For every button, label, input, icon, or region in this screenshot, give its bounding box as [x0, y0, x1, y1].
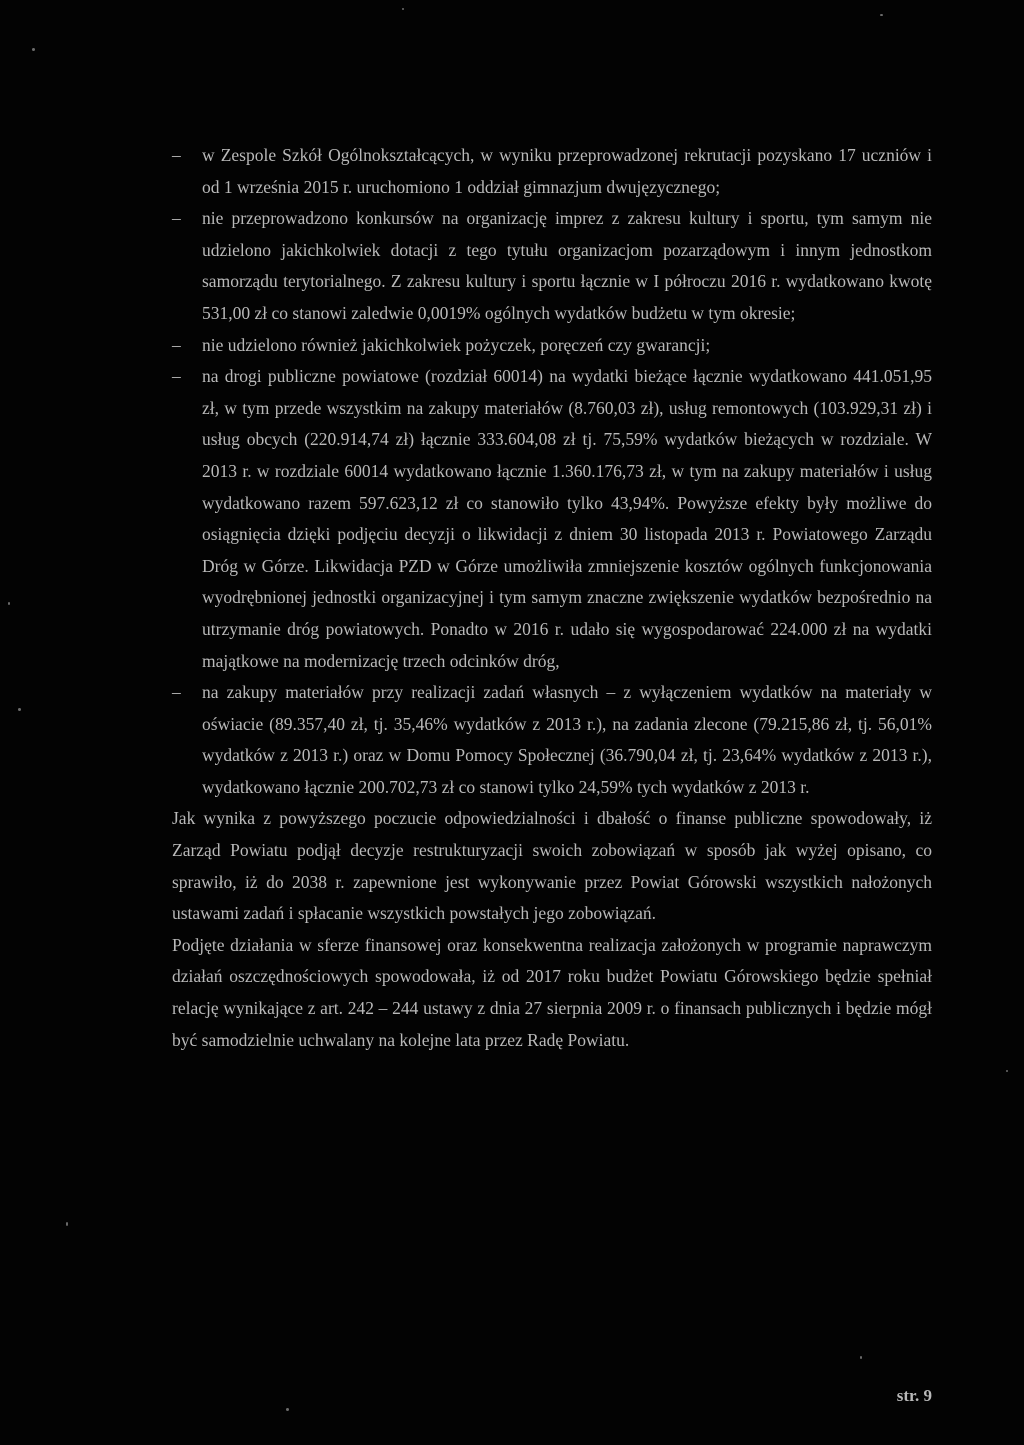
list-item-text: nie przeprowadzono konkursów na organizację imprez z zakresu kultury i sportu, tym samym nie udzielono jakichkolwiek dotacji z tego tytułu organizacjom pozarządowym i innym jednostkom samorządu terytorialnego. Z zakresu kultury i sportu łącznie w I półroczu 2016 r. wydatkowano kwotę 531,00 zł co stanowi zaledwie 0,0019% ogólnych wydatków budżetu w tym okresie; — [202, 208, 932, 323]
list-item — [172, 203, 932, 329]
bullet-dash: – — [172, 334, 181, 355]
bullet-dash: – — [172, 366, 181, 387]
list-item — [172, 330, 932, 362]
scan-speck — [18, 708, 21, 711]
scan-speck — [1006, 1070, 1008, 1072]
paragraph: Podjęte działania w sferze finansowej oraz konsekwentna realizacja założonych w programie naprawczym działań oszczędnościowych spowodowała, iż od 2017 roku budżet Powiatu Górowskiego będzie spełniał relację wynikające z art. 242 – 244 ustawy z dnia 27 sierpnia 2009 r. o finansach publicznych i będzie mógł być samodzielnie uchwalany na kolejne lata przez Radę Powiatu. — [172, 934, 932, 1050]
bullet-dash: – — [172, 208, 181, 229]
bullet-dash: – — [172, 145, 181, 165]
list-item-text: w Zespole Szkół Ogólnokształcących, w wyniku przeprowadzonej rekrutacji pozyskano 17 uczniów i od 1 września 2015 r. uruchomiono 1 oddział gimnazjum dwujęzycznego; — [202, 145, 932, 197]
bullet-dash: – — [172, 682, 181, 703]
scan-speck — [8, 602, 10, 605]
scan-speck — [286, 1408, 289, 1411]
scan-speck — [32, 48, 35, 51]
list-item-text: na zakupy materiałów przy realizacji zadań własnych – z wyłączeniem wydatków na materiały w oświacie (89.357,40 zł, tj. 35,46% wydatków z 2013 r.), na zadania zlecone (79.215,86 zł, tj. 56,01% wydatków z 2013 r.) oraz w Domu Pomocy Społecznej (36.790,04 zł, tj. 23,64% wydatków z 2013 r.), wydatkowano łącznie 200.702,73 zł co stanowi tylko 24,59% tych wydatków z 2013 r. — [202, 682, 932, 797]
scan-speck — [860, 1356, 862, 1359]
list-item — [172, 140, 932, 203]
list-item — [172, 677, 932, 803]
document-body — [172, 140, 932, 1056]
paragraph: Jak wynika z powyższego poczucie odpowiedzialności i dbałość o finanse publiczne spowodowały, iż Zarząd Powiatu podjął decyzje restrukturyzacji swoich zobowiązań w sposób jak wyżej opisano, co sprawiło, iż do 2038 r. zapewnione jest wykonywanie przez Powiat Górowski wszystkich nałożonych ustawami zadań i spłacanie wszystkich powstałych jego zobowiązań. — [172, 808, 932, 924]
scan-speck — [880, 14, 883, 16]
scan-speck — [402, 8, 404, 10]
bullet-list — [172, 140, 932, 803]
list-item — [172, 361, 932, 677]
scan-speck — [66, 1222, 68, 1226]
page-number: str. 9 — [896, 1386, 932, 1405]
list-item-text: nie udzielono również jakichkolwiek pożyczek, poręczeń czy gwarancji; — [202, 334, 711, 355]
list-item-text: na drogi publiczne powiatowe (rozdział 60014) na wydatki bieżące łącznie wydatkowano 441.051,95 zł, w tym przede wszystkim na zakupy materiałów (8.760,03 zł), usług remontowych (103.929,31 zł) i usług obcych (220.914,74 zł) łącznie 333.604,08 zł tj. 75,59% wydatków bieżących w rozdziale. W 2013 r. w rozdziale 60014 wydatkowano łącznie 1.360.176,73 zł, w tym na zakupy materiałów i usług wydatkowano razem 597.623,12 zł co stanowiło tylko 43,94%. Powyższe efekty były możliwe do osiągnięcia dzięki podjęciu decyzji o likwidacji z dniem 30 listopada 2013 r. Powiatowego Zarządu Dróg w Górze. Likwidacja PZD w Górze umożliwiła zmniejszenie kosztów ogólnych funkcjonowania wyodrębnionej jednostki organizacyjnej i tym samym znaczne zwiększenie wydatków bezpośrednio na utrzymanie dróg powiatowych. Ponadto w 2016 r. udało się wygospodarować 224.000 zł na wydatki majątkowe na modernizację trzech odcinków dróg, — [202, 366, 932, 671]
